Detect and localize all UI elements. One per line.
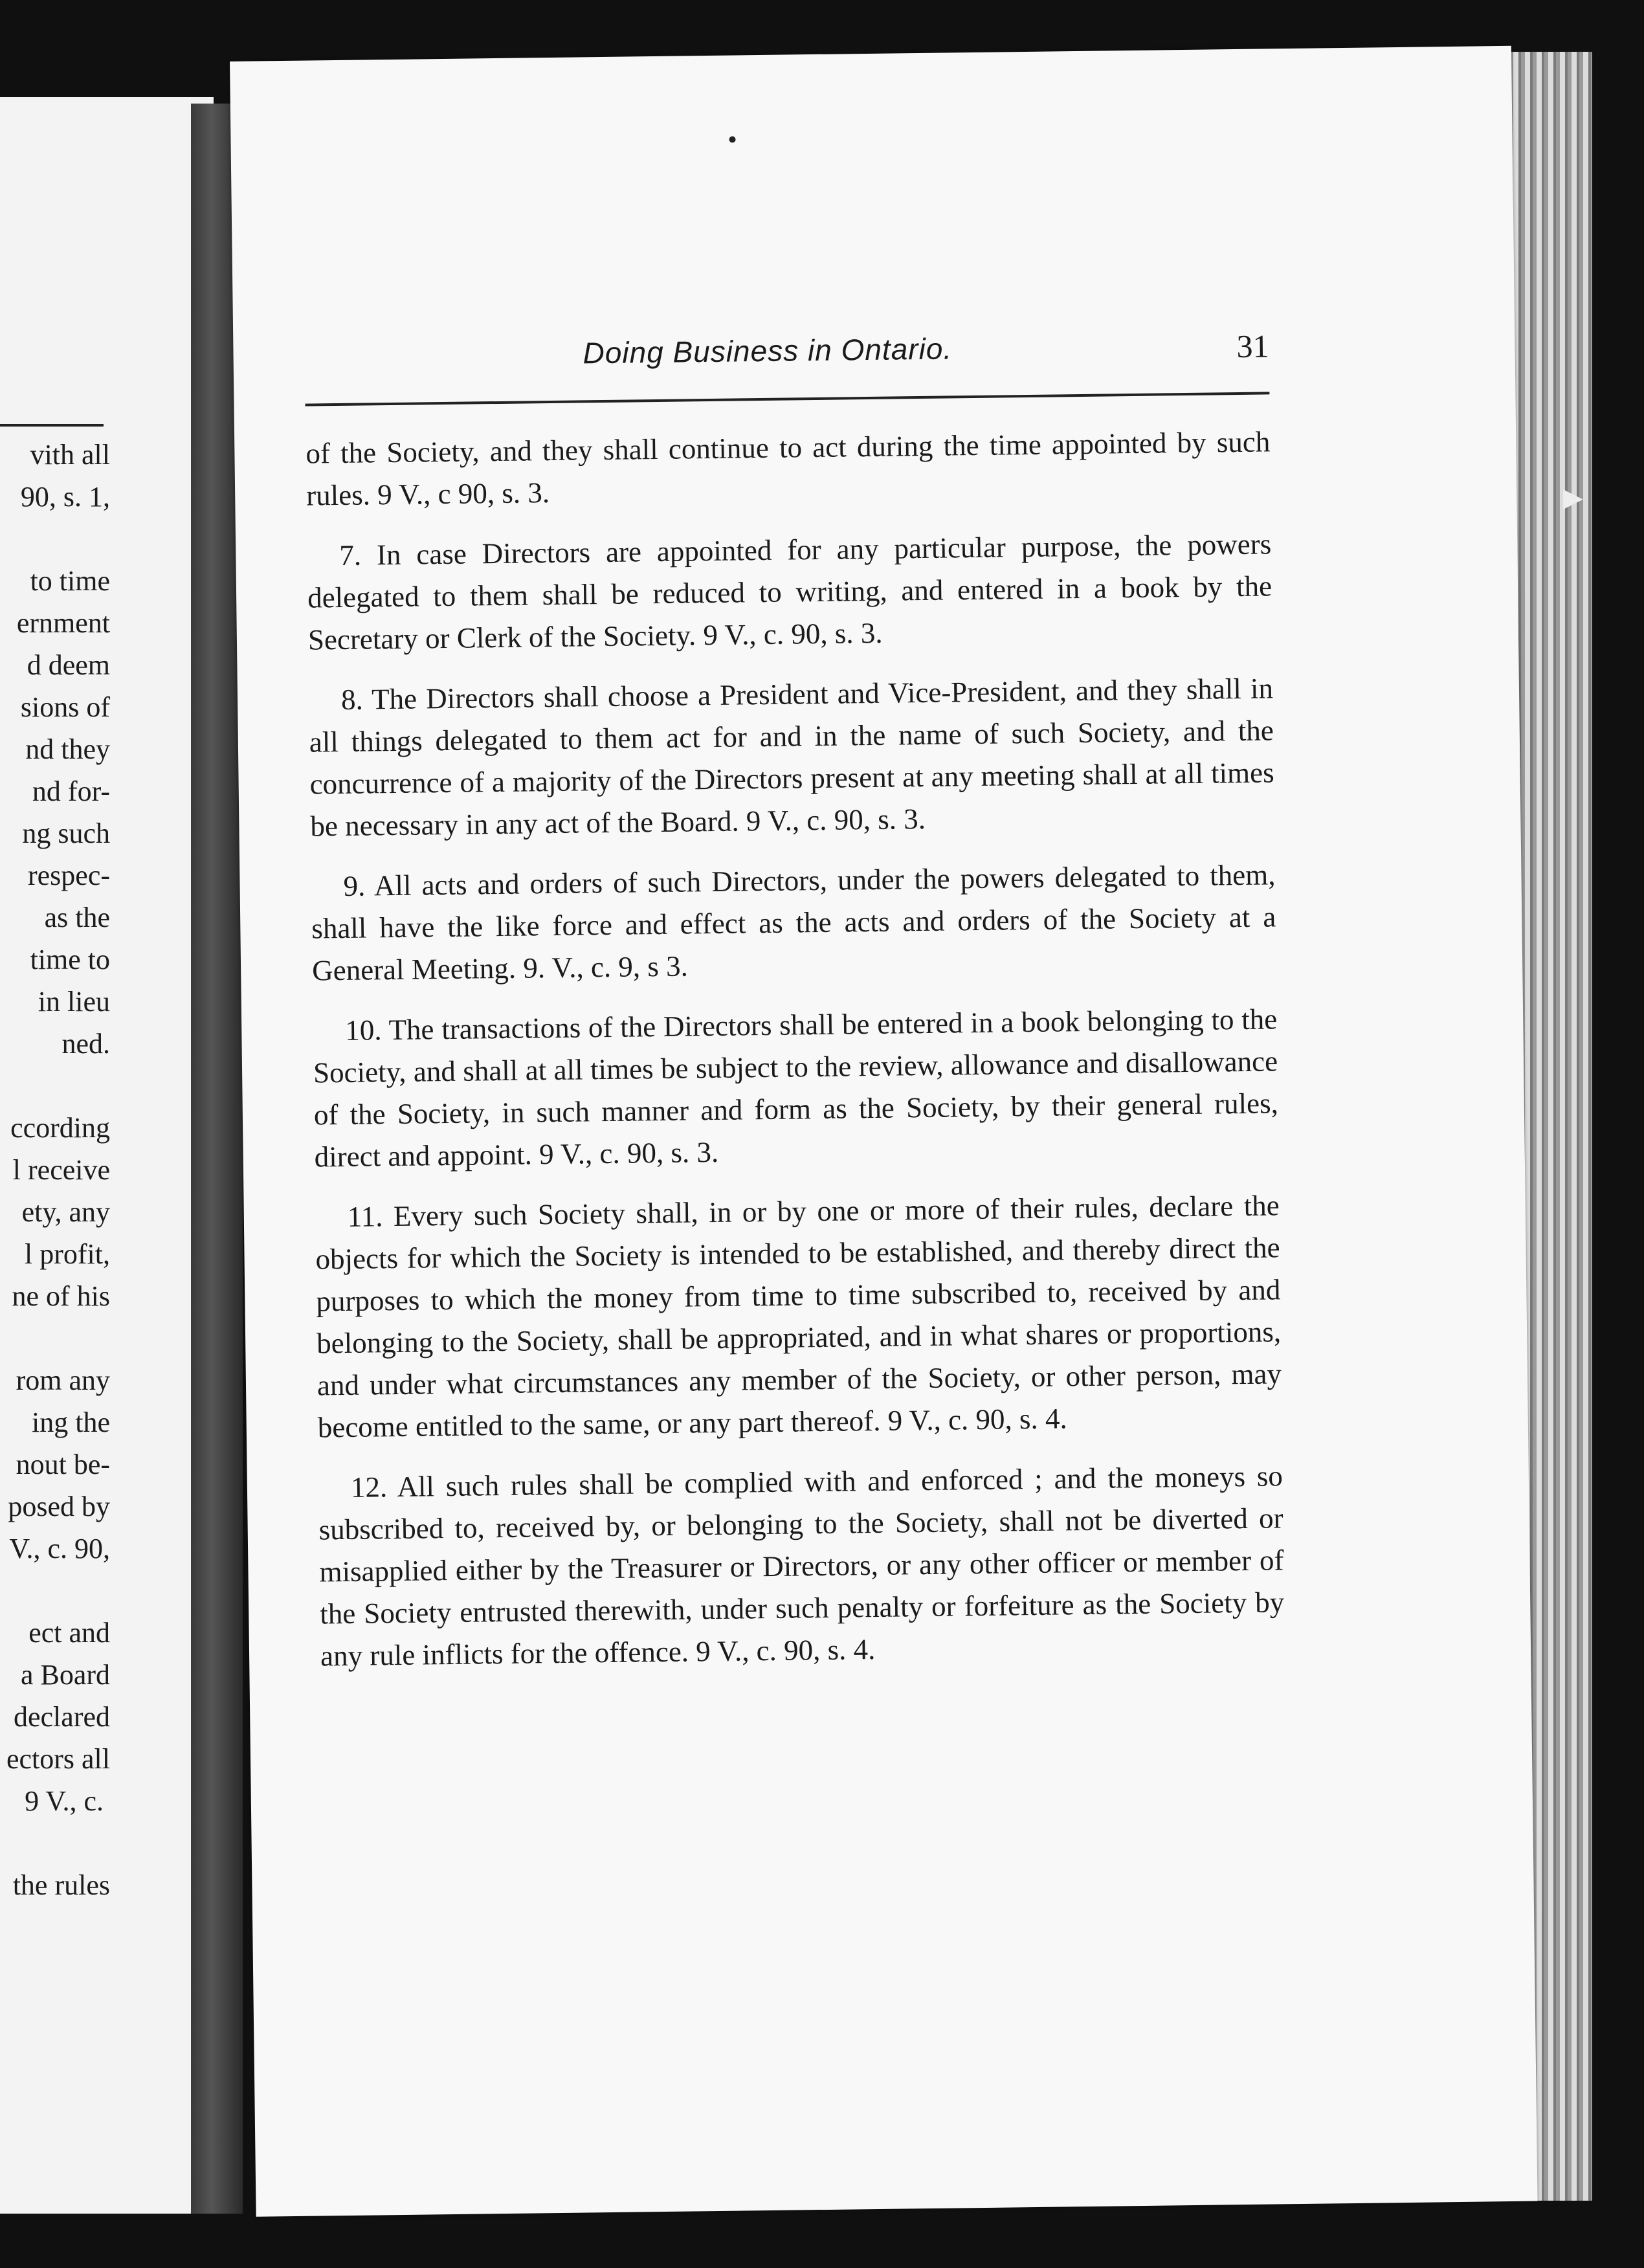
- paragraph-continuation: of the Society, and they shall continue to act during the time appointed by such rules. 9 V., c 90, s. 3.: [305, 425, 1271, 512]
- facing-page-line: ect and: [28, 1617, 110, 1649]
- facing-page-line: posed by: [8, 1491, 110, 1522]
- facing-page-line: nout be-: [16, 1449, 110, 1480]
- facing-page-line: nd for-: [32, 775, 110, 807]
- facing-page-line: ernment: [16, 607, 110, 639]
- facing-page-rule: [0, 424, 104, 427]
- facing-page-line: ectors all: [6, 1743, 110, 1775]
- facing-page-line: l profit,: [25, 1238, 110, 1270]
- book-page: [230, 46, 1538, 2217]
- facing-page-line: in lieu: [38, 986, 110, 1017]
- facing-page-line: 90, s. 1,: [20, 481, 110, 513]
- paragraph-10: 10. The transactions of the Directors shall be entered in a book belonging to the Society, and shall at all times be subject to the review, allowance and disallowance of the Society, in such manner and form as the Society, by their general rules, direct and appoint. 9 V., c. 90, s. 3.: [313, 1003, 1279, 1173]
- facing-page-line: l receive: [12, 1154, 110, 1186]
- margin-mark: ▶: [1563, 483, 1583, 512]
- header-rule: [305, 392, 1269, 406]
- facing-page-line: time to: [30, 944, 110, 975]
- facing-page-line: the rules: [12, 1869, 110, 1901]
- body-text: [305, 421, 1285, 1695]
- facing-page-line: 9 V., c.: [25, 1785, 104, 1817]
- paragraph-7: 7. In case Directors are appointed for any particular purpose, the powers delegated to them shall be reduced to writing, and entered in a book by the Secretary or Clerk of the Society. 9 V., c. 90, s. 3.: [307, 528, 1272, 656]
- facing-page-line: d deem: [27, 649, 110, 681]
- facing-page-line: ing the: [32, 1406, 110, 1438]
- facing-page-line: nd they: [25, 733, 110, 765]
- facing-page-line: vith all: [30, 439, 110, 471]
- facing-page-line: V., c. 90,: [9, 1533, 110, 1564]
- facing-page-line: ne of his: [12, 1280, 110, 1312]
- paragraph-11: 11. Every such Society shall, in or by one or more of their rules, declare the objects for which the Society is intended to be established, and thereby direct the purposes to which the money from time to time subscribed to, received by and belonging to the Society, shall be appropriated, and in what shares or proportions, and under what circumstances any member of the Society, or other person, may become entitled to the same, or any part thereof. 9 V., c. 90, s. 4.: [315, 1189, 1282, 1444]
- facing-page-left: [0, 97, 214, 2214]
- facing-page-line: rom any: [16, 1364, 110, 1396]
- facing-page-line: ety, any: [21, 1196, 110, 1228]
- page-header: [304, 320, 1269, 384]
- paragraph-8: 8. The Directors shall choose a President and Vice-President, and they shall in all things delegated to them act for and in the name of such Society, and the concurrence of a majority of the Directors present at any meeting shall at all times be necessary in any act of the Board. 9 V., c. 90, s. 3.: [309, 672, 1274, 843]
- facing-page-line: ned.: [61, 1028, 110, 1060]
- facing-page-line: to time: [30, 565, 110, 597]
- facing-page-line: declared: [14, 1701, 110, 1733]
- running-title: Doing Business in Ontario.: [583, 331, 953, 370]
- paragraph-9: 9. All acts and orders of such Directors, under the powers delegated to them, shall have the like force and effect as the acts and orders of the Society at a General Meeting. 9. V., c. 9, s 3.: [311, 858, 1276, 987]
- facing-page-line: respec-: [27, 860, 110, 891]
- facing-page-line: a Board: [20, 1659, 110, 1691]
- paragraph-12: 12. All such rules shall be complied with and enforced ; and the moneys so subscribed to, received by, or belonging to the Society, shall not be diverted or misapplied either by the Treasurer or Directors, or any other officer or member of the Society entrusted therewith, under such penalty or forfeiture as the Society by any rule inflicts for the offence. 9 V., c. 90, s. 4.: [318, 1460, 1285, 1673]
- facing-page-line: ccording: [10, 1112, 110, 1144]
- page-number: 31: [1236, 328, 1269, 365]
- facing-page-line: ng such: [22, 817, 110, 849]
- ink-speck: [729, 136, 735, 142]
- facing-page-line: as the: [44, 902, 110, 933]
- facing-page-line: sions of: [20, 691, 110, 723]
